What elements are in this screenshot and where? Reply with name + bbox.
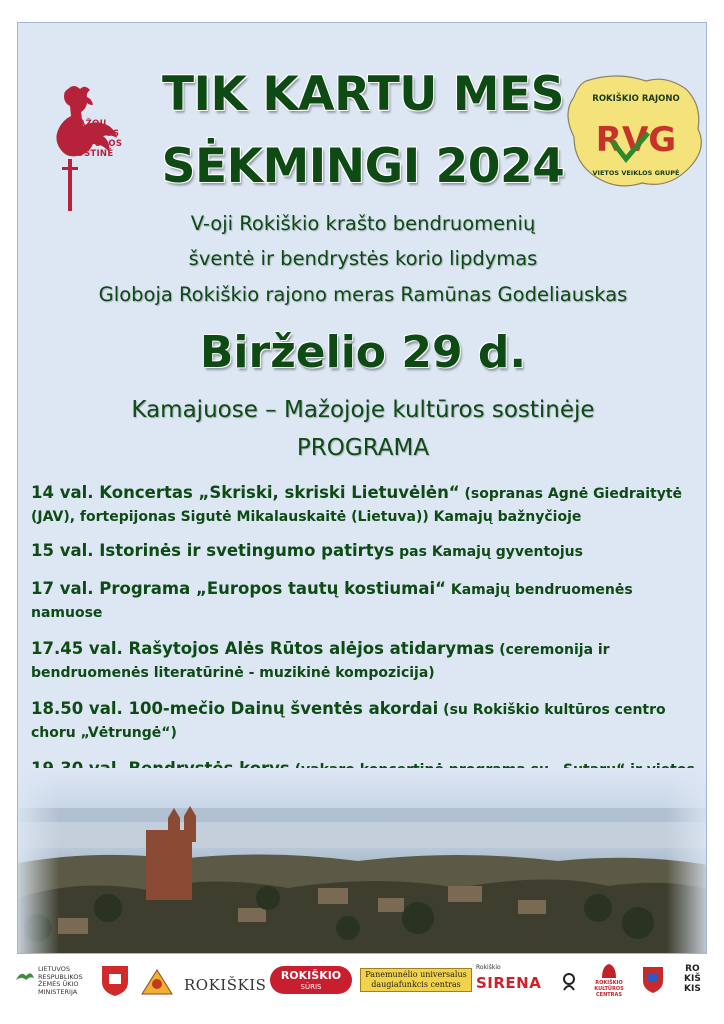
program-item-main: 15 val. Istorinės ir svetingumo patirtys: [31, 541, 395, 560]
title-line-1: TIK KARTU MES: [161, 67, 565, 122]
rokiskis-vertical-line: KIŠ: [684, 974, 701, 984]
event-date: Birželio 29 d.: [199, 327, 527, 378]
panemunelio-logo: [360, 968, 472, 992]
vvg-top-text: ROKIŠKIO RAJONO: [592, 94, 680, 104]
kulturos-centras-icon: [598, 962, 620, 980]
vvg-bottom-text: VIETOS VEIKLOS GRUPĖ: [592, 169, 680, 177]
rooster-text-line: KULTŪROS: [70, 139, 123, 149]
rokiskis-vertical-line: KIS: [684, 984, 701, 994]
program-item-main: 17 val. Programa „Europos tautų kostiumai“: [31, 579, 446, 598]
program-item: [31, 697, 699, 745]
sirena-logo: SIRENA: [476, 974, 542, 992]
program-item-detail: pas Kamajų gyventojus: [394, 544, 583, 560]
subtitle-line-1: V-oji Rokiškio krašto bendruomenių: [190, 212, 536, 235]
kulturos-line: ROKIŠKIO: [595, 980, 623, 986]
coat-of-arms-icon: [100, 964, 130, 998]
rooster-text-line: LIETUVOS: [70, 129, 120, 139]
panemunelio-line-1: Panemunėlio universalus: [365, 970, 467, 979]
program-item: [31, 481, 699, 529]
rokiskio-suris-line-2: SŪRIS: [300, 983, 322, 991]
program-item-detail: (su Rokiškio kultūros centro choru „Vėtrungė“): [31, 702, 666, 741]
ministry-text-line: RESPUBLIKOS: [38, 972, 83, 981]
sirena-small-text: Rokiškio: [476, 964, 501, 971]
program-item-detail: Kamajų bendruomenės namuose: [31, 582, 633, 621]
vvg-letters: RVG: [595, 120, 677, 160]
ministry-text-line: ŽEMĖS ŪKIO: [38, 980, 79, 988]
program-item-main: 18.50 val. 100-mečio Dainų šventės akordai: [31, 699, 439, 718]
ministry-logo-text: [38, 966, 83, 996]
rokiskis-logo: ROKIŠKIS: [184, 976, 267, 994]
program-item-detail: (sopranas Agnė Giedraitytė (JAV), fortepijonas Sigutė Mikalauskaitė (Lietuva)) Kamajų bažnyčioje: [31, 486, 683, 525]
ministry-text-line: MINISTERIJA: [38, 987, 78, 996]
program-item: [31, 539, 699, 564]
title-line-2: SĖKMINGI 2024: [161, 139, 565, 194]
rokiskis-vertical-line: RO: [685, 964, 700, 974]
subtitle-line-2: šventė ir bendrystės korio lipdymas: [188, 247, 538, 270]
rooster-text-line: MAŽOJI: [70, 119, 107, 129]
program-item-main: 17.45 val. Rašytojos Alės Rūtos alėjos atidarymas: [31, 639, 495, 658]
program-heading: PROGRAMA: [296, 435, 430, 461]
subtitle-line-3: Globoja Rokiškio rajono meras Ramūnas Godeliauskas: [98, 283, 628, 306]
ministry-logo-icon: [14, 968, 36, 990]
program-item: [31, 577, 699, 625]
rokiskis-coat-of-arms-icon: [642, 966, 664, 994]
program-item: [31, 637, 699, 685]
ministry-text-line: LIETUVOS: [38, 965, 70, 973]
rokiskio-suris-logo: [270, 966, 352, 994]
rokiskio-suris-line-1: ROKIŠKIO: [280, 969, 342, 982]
kulturos-line: CENTRAS: [595, 992, 622, 998]
event-place: Kamajuose – Mažojoje kultūros sostinėje: [131, 397, 595, 423]
kulturos-centras-text: [588, 980, 630, 998]
program-item-detail: (ceremonija ir bendruomenės literatūrinė - muzikinė kompozicija): [31, 642, 610, 681]
rooster-text-line: SOSTINĖ: [70, 149, 114, 159]
sponsor-strip: [14, 962, 714, 1014]
program-item-main: 14 val. Koncertas „Skriski, skriski Lietuvėlėn“: [31, 483, 460, 502]
sirena-mermaid-icon: [560, 972, 578, 992]
community-emblem-icon: [140, 966, 174, 998]
kamajai-landscape-image: [18, 768, 707, 954]
poster: [17, 22, 707, 954]
rokiskis-vertical-logo: [684, 964, 701, 994]
panemunelio-line-2: daugiafunkcis centras: [371, 980, 461, 989]
kulturos-line: KULTŪROS: [594, 986, 624, 992]
